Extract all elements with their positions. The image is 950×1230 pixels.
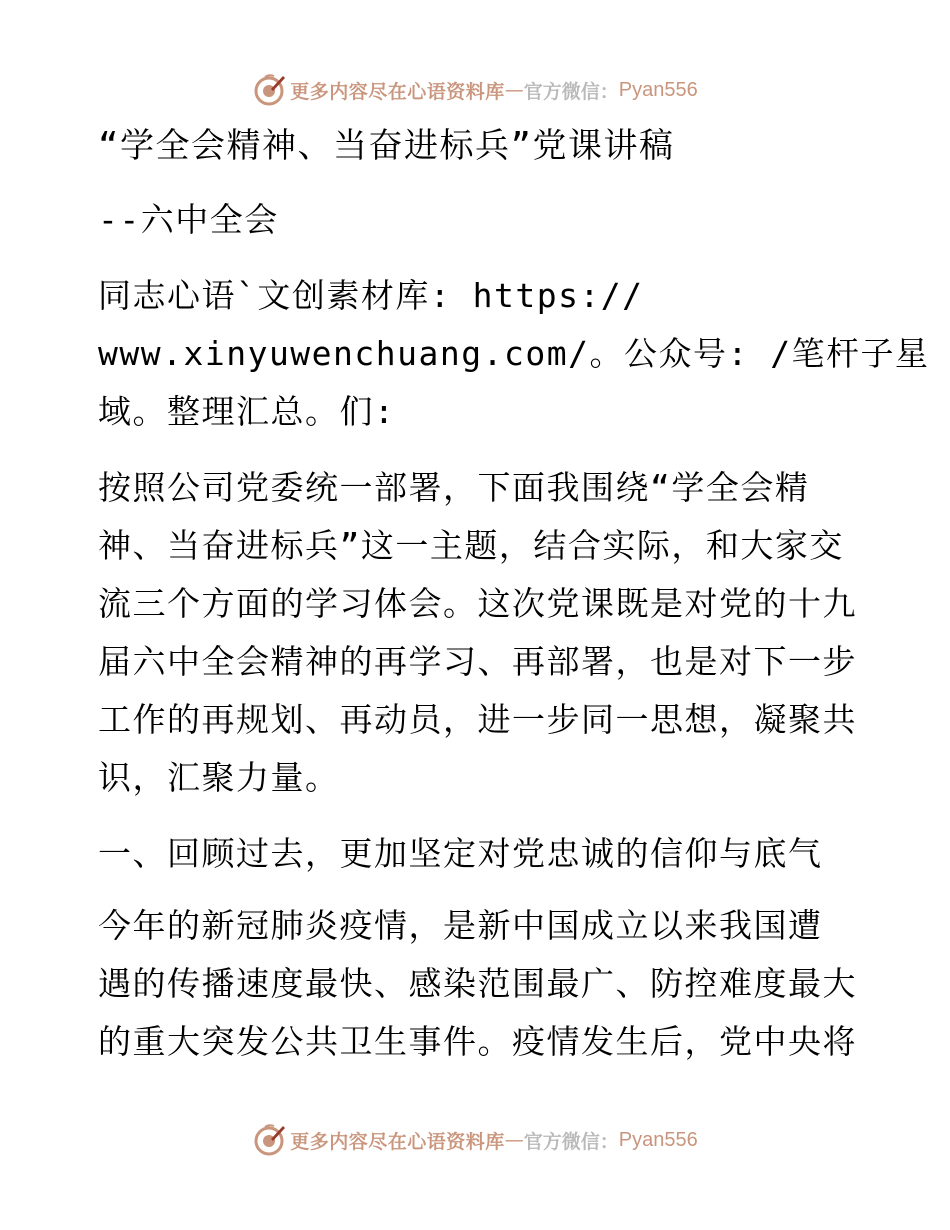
section-heading: 一、回顾过去，更加坚定对党忠诚的信仰与底气	[98, 834, 823, 873]
body-line: 今年的新冠肺炎疫情，是新中国成立以来我国遭	[98, 906, 823, 945]
pen-logo-icon	[252, 73, 286, 107]
body-line: 同志心语`文创素材库: https://	[98, 276, 644, 315]
document-subtitle: --六中全会	[98, 200, 279, 239]
banner-wechat-label: 官方微信：	[523, 80, 619, 103]
body-line: 届六中全会精神的再学习、再部署，也是对下一步	[98, 642, 857, 681]
body-line: 流三个方面的学习体会。这次党课既是对党的十九	[98, 584, 857, 623]
body-line: 神、当奋进标兵”这一主题，结合实际，和大家交	[98, 526, 844, 565]
body-line: 按照公司党委统一部署，下面我围绕“学全会精	[98, 468, 810, 507]
header-banner	[0, 70, 950, 110]
pen-logo-icon	[252, 1123, 286, 1157]
banner-separator: —	[504, 1129, 524, 1151]
body-line: 工作的再规划、再动员，进一步同一思想，凝聚共	[98, 700, 857, 739]
banner-wechat-id: Pyan556	[618, 78, 698, 101]
document-title: “学全会精神、当奋进标兵”党课讲稿	[98, 126, 675, 166]
body-line: 识，汇聚力量。	[98, 758, 340, 797]
body-line: www.xinyuwenchuang.com/。公众号: /笔杆子星	[98, 334, 930, 373]
body-line: 域。整理汇总。们:	[98, 392, 396, 431]
banner-text: 更多内容尽在心语资料库	[290, 80, 505, 103]
banner-wechat-id: Pyan556	[618, 1128, 698, 1151]
body-line: 的重大突发公共卫生事件。疫情发生后，党中央将	[98, 1022, 857, 1061]
footer-banner	[0, 1120, 950, 1160]
body-line: 遇的传播速度最快、感染范围最广、防控难度最大	[98, 964, 857, 1003]
banner-separator: —	[504, 79, 524, 101]
banner-text: 更多内容尽在心语资料库	[290, 1130, 505, 1153]
banner-wechat-label: 官方微信：	[523, 1130, 619, 1153]
